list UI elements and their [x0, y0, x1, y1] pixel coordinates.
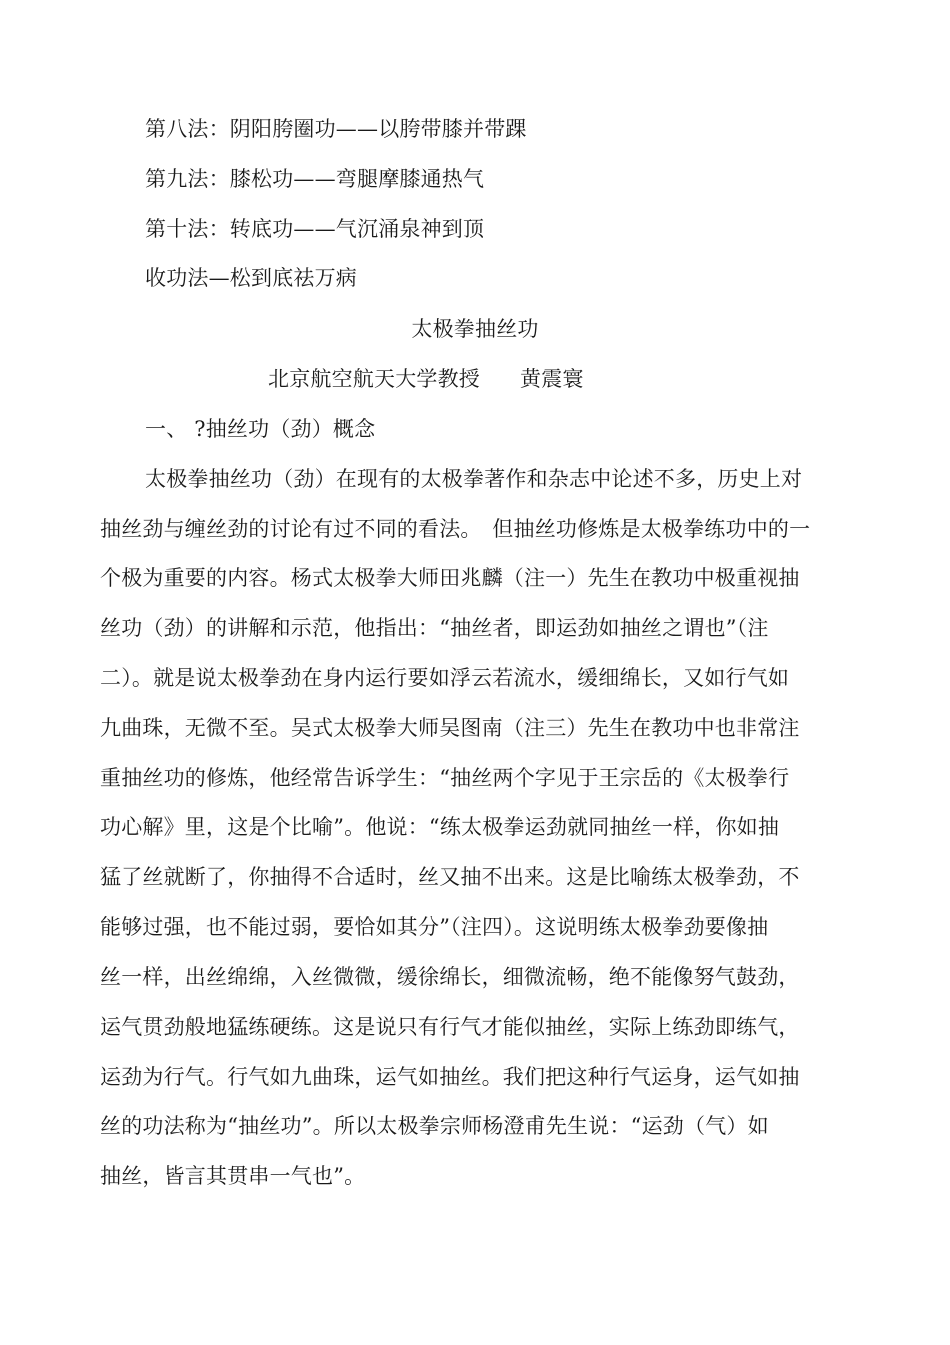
body-line: 运气贯劲般地猛练硬练。这是说只有行气才能似抽丝，实际上练劲即练气， — [100, 1015, 800, 1039]
author-name: 黄震寰 — [520, 367, 584, 391]
method-10: 第十法：转底功——气沉涌泉神到顶 — [145, 217, 485, 241]
author-affiliation: 北京航空航天大学教授 — [268, 367, 480, 391]
method-8: 第八法：阴阳胯圈功——以胯带膝并带踝 — [145, 117, 527, 141]
body-line: 能够过强，也不能过弱，要恰如其分”（注四）。这说明练太极拳劲要像抽 — [100, 915, 769, 939]
body-line: 个极为重要的内容。杨式太极拳大师田兆麟（注一）先生在教功中极重视抽 — [100, 566, 800, 590]
body-line: 九曲珠，无微不至。吴式太极拳大师吴图南（注三）先生在教功中也非常注 — [100, 716, 800, 740]
body-line: 重抽丝功的修炼，他经常告诉学生：“抽丝两个字见于王宗岳的《太极拳行 — [100, 766, 790, 790]
body-line: 丝的功法称为“抽丝功”。所以太极拳宗师杨澄甫先生说：“运劲（气）如 — [100, 1114, 769, 1138]
body-line: 丝功（劲）的讲解和示范，他指出：“抽丝者，即运劲如抽丝之谓也”（注 — [100, 616, 769, 640]
article-title: 太极拳抽丝功 — [411, 317, 539, 341]
body-line: 太极拳抽丝功（劲）在现有的太极拳著作和杂志中论述不多，历史上对 — [145, 467, 803, 491]
method-9: 第九法：膝松功——弯腿摩膝通热气 — [145, 167, 485, 191]
closing-method: 收功法—松到底祛万病 — [145, 266, 357, 290]
section-heading: 一、 ?抽丝功（劲）概念 — [145, 417, 376, 441]
body-line: 猛了丝就断了，你抽得不合适时，丝又抽不出来。这是比喻练太极拳劲，不 — [100, 865, 800, 889]
body-line: 运劲为行气。行气如九曲珠，运气如抽丝。我们把这种行气运身，运气如抽 — [100, 1065, 800, 1089]
body-line: 丝一样，出丝绵绵，入丝微微，缓徐绵长，细微流畅，绝不能像努气鼓劲， — [100, 965, 800, 989]
body-line: 功心解》里，这是个比喻”。他说：“练太极拳运劲就同抽丝一样，你如抽 — [100, 815, 780, 839]
body-line: 二）。就是说太极拳劲在身内运行要如浮云若流水，缓细绵长，又如行气如 — [100, 666, 790, 690]
article-author — [268, 365, 584, 393]
body-line: 抽丝劲与缠丝劲的讨论有过不同的看法。 但抽丝功修炼是太极拳练功中的一 — [100, 517, 811, 541]
body-line: 抽丝，皆言其贯串一气也”。 — [100, 1164, 366, 1188]
